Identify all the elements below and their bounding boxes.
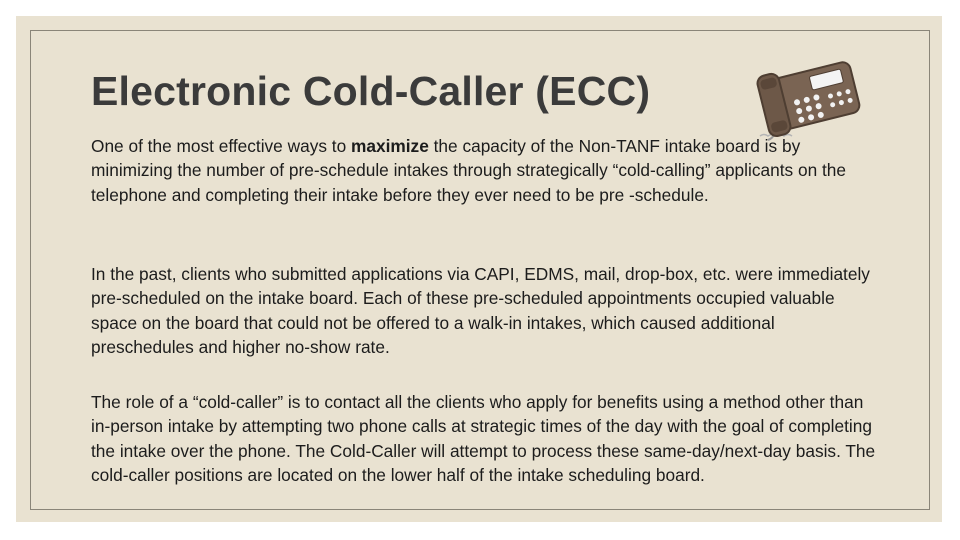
desk-telephone-icon	[744, 46, 862, 146]
paragraph-1-emphasis: maximize	[351, 136, 429, 156]
paragraph-1	[91, 134, 881, 207]
slide	[16, 16, 942, 522]
paragraph-3: The role of a “cold-caller” is to contact all the clients who apply for benefits using a method other than in-person intake by attempting two phone calls at strategic times of the day with the goal of completing the intake over the phone. The Cold-Caller will attempt to process these same-day/next-day basis. The cold-caller positions are located on the lower half of the intake scheduling board.	[91, 392, 876, 485]
paragraph-1-lead: One of the most effective ways to	[91, 136, 351, 156]
paragraph-2: In the past, clients who submitted applications via CAPI, EDMS, mail, drop-box, etc. were immediately pre-scheduled on the intake board. Each of these pre-scheduled appointments occupied valuable space on the board that could not be offered to a walk-in intakes, which caused additional preschedules and higher no-show rate.	[91, 264, 870, 357]
slide-title: Electronic Cold-Caller (ECC)	[91, 68, 651, 114]
paragraph-1-rest: the capacity of the Non-TANF intake board is by minimizing the number of pre-schedule intakes through strategically “cold-calling” applicants on the telephone and completing their intake before they ever need to be pre -schedule.	[91, 136, 846, 205]
